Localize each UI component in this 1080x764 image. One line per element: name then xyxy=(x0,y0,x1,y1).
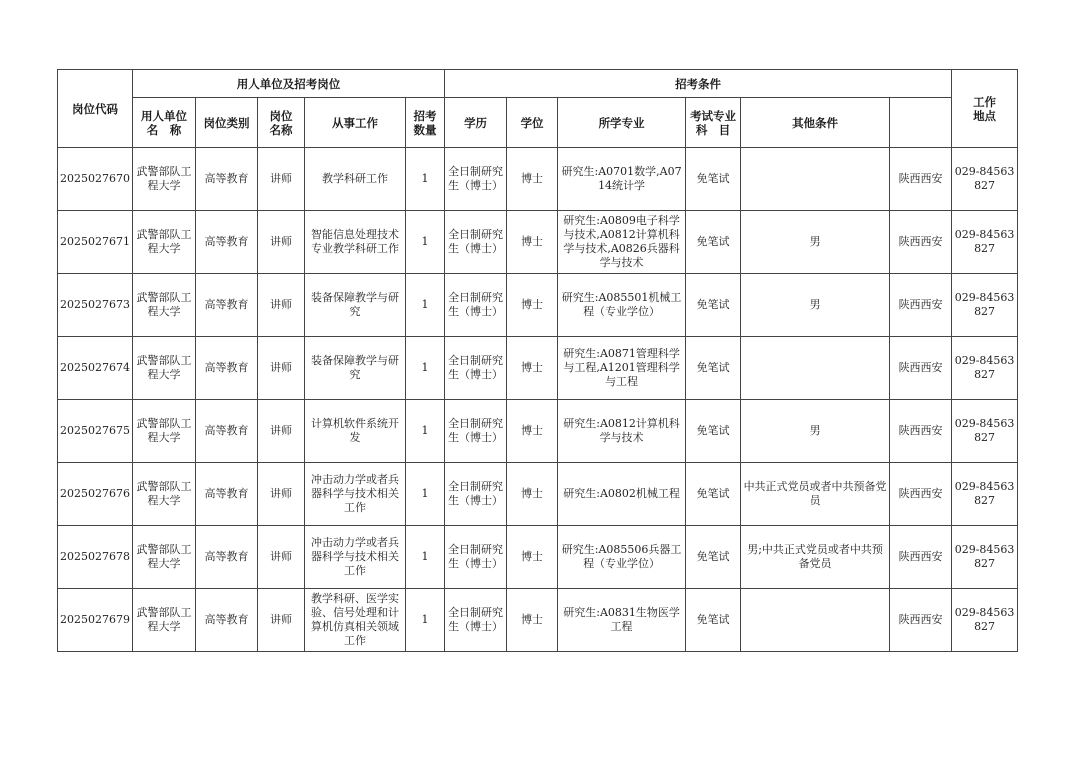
cell-name: 讲师 xyxy=(258,463,305,526)
cell-exam: 免笔试 xyxy=(686,148,741,211)
cell-work: 教学科研、医学实验、信号处理和计算机仿真相关领域工作 xyxy=(305,589,406,652)
cell-work: 冲击动力学或者兵器科学与技术相关工作 xyxy=(305,526,406,589)
cell-exam: 免笔试 xyxy=(686,400,741,463)
cell-major: 研究生:A0701数学,A0714统计学 xyxy=(558,148,686,211)
cell-name: 讲师 xyxy=(258,337,305,400)
cell-location: 陕西西安 xyxy=(890,211,952,274)
cell-location: 陕西西安 xyxy=(890,337,952,400)
cell-work: 冲击动力学或者兵器科学与技术相关工作 xyxy=(305,463,406,526)
cell-work: 智能信息处理技术专业教学科研工作 xyxy=(305,211,406,274)
cell-work: 教学科研工作 xyxy=(305,148,406,211)
cell-quota: 1 xyxy=(406,148,445,211)
cell-major: 研究生:A085501机械工程（专业学位） xyxy=(558,274,686,337)
header-work: 从事工作 xyxy=(305,98,406,148)
cell-type: 高等教育 xyxy=(196,400,258,463)
cell-major: 研究生:A0809电子科学与技术,A0812计算机科学与技术,A0826兵器科学与技术 xyxy=(558,211,686,274)
recruitment-table xyxy=(57,69,1018,652)
cell-quota: 1 xyxy=(406,211,445,274)
cell-code: 2025027673 xyxy=(58,274,133,337)
header-post-type: 岗位类别 xyxy=(196,98,258,148)
cell-quota: 1 xyxy=(406,526,445,589)
cell-phone: 029-84563827 xyxy=(952,526,1018,589)
cell-education: 全日制研究生（博士） xyxy=(445,211,507,274)
cell-quota: 1 xyxy=(406,400,445,463)
cell-other xyxy=(741,337,890,400)
cell-type: 高等教育 xyxy=(196,589,258,652)
cell-code: 2025027671 xyxy=(58,211,133,274)
cell-code: 2025027676 xyxy=(58,463,133,526)
cell-phone: 029-84563827 xyxy=(952,400,1018,463)
header-education: 学历 xyxy=(445,98,507,148)
cell-education: 全日制研究生（博士） xyxy=(445,274,507,337)
cell-type: 高等教育 xyxy=(196,463,258,526)
cell-name: 讲师 xyxy=(258,526,305,589)
cell-code: 2025027679 xyxy=(58,589,133,652)
cell-type: 高等教育 xyxy=(196,526,258,589)
cell-code: 2025027675 xyxy=(58,400,133,463)
cell-major: 研究生:A0831生物医学工程 xyxy=(558,589,686,652)
cell-other: 男 xyxy=(741,274,890,337)
cell-phone: 029-84563827 xyxy=(952,274,1018,337)
cell-other: 男 xyxy=(741,400,890,463)
cell-location: 陕西西安 xyxy=(890,274,952,337)
header-code: 岗位代码 xyxy=(58,70,133,148)
cell-phone: 029-84563827 xyxy=(952,463,1018,526)
cell-unit: 武警部队工程大学 xyxy=(133,589,196,652)
header-group-conditions: 招考条件 xyxy=(445,70,952,98)
cell-phone: 029-84563827 xyxy=(952,211,1018,274)
cell-degree: 博士 xyxy=(507,463,558,526)
cell-degree: 博士 xyxy=(507,337,558,400)
cell-type: 高等教育 xyxy=(196,211,258,274)
cell-type: 高等教育 xyxy=(196,337,258,400)
cell-other: 男;中共正式党员或者中共预备党员 xyxy=(741,526,890,589)
cell-quota: 1 xyxy=(406,463,445,526)
cell-exam: 免笔试 xyxy=(686,463,741,526)
cell-type: 高等教育 xyxy=(196,148,258,211)
header-major: 所学专业 xyxy=(558,98,686,148)
cell-education: 全日制研究生（博士） xyxy=(445,148,507,211)
cell-work: 计算机软件系统开发 xyxy=(305,400,406,463)
cell-exam: 免笔试 xyxy=(686,337,741,400)
cell-degree: 博士 xyxy=(507,526,558,589)
cell-degree: 博士 xyxy=(507,148,558,211)
cell-unit: 武警部队工程大学 xyxy=(133,148,196,211)
cell-other xyxy=(741,148,890,211)
header-other: 其他条件 xyxy=(741,98,890,148)
cell-exam: 免笔试 xyxy=(686,274,741,337)
cell-education: 全日制研究生（博士） xyxy=(445,400,507,463)
cell-work: 装备保障教学与研究 xyxy=(305,337,406,400)
cell-quota: 1 xyxy=(406,337,445,400)
cell-education: 全日制研究生（博士） xyxy=(445,526,507,589)
cell-name: 讲师 xyxy=(258,211,305,274)
cell-other: 男 xyxy=(741,211,890,274)
cell-name: 讲师 xyxy=(258,589,305,652)
cell-name: 讲师 xyxy=(258,148,305,211)
cell-other: 中共正式党员或者中共预备党员 xyxy=(741,463,890,526)
cell-location: 陕西西安 xyxy=(890,526,952,589)
header-quota: 招考 数量 xyxy=(406,98,445,148)
cell-major: 研究生:A0802机械工程 xyxy=(558,463,686,526)
cell-exam: 免笔试 xyxy=(686,211,741,274)
cell-work: 装备保障教学与研究 xyxy=(305,274,406,337)
cell-degree: 博士 xyxy=(507,211,558,274)
cell-location: 陕西西安 xyxy=(890,463,952,526)
table-row xyxy=(58,400,1018,463)
header-location: 工作 地点 xyxy=(952,70,1018,148)
table-row xyxy=(58,148,1018,211)
cell-unit: 武警部队工程大学 xyxy=(133,400,196,463)
header-unit-name: 用人单位 名 称 xyxy=(133,98,196,148)
cell-name: 讲师 xyxy=(258,400,305,463)
table-header xyxy=(58,70,1018,148)
header-exam: 考试专业 科 目 xyxy=(686,98,741,148)
cell-unit: 武警部队工程大学 xyxy=(133,274,196,337)
header-post-name: 岗位 名称 xyxy=(258,98,305,148)
table-row xyxy=(58,463,1018,526)
table-row xyxy=(58,589,1018,652)
cell-code: 2025027670 xyxy=(58,148,133,211)
cell-other xyxy=(741,589,890,652)
cell-unit: 武警部队工程大学 xyxy=(133,526,196,589)
cell-unit: 武警部队工程大学 xyxy=(133,463,196,526)
cell-degree: 博士 xyxy=(507,274,558,337)
cell-major: 研究生:A0812计算机科学与技术 xyxy=(558,400,686,463)
cell-type: 高等教育 xyxy=(196,274,258,337)
cell-education: 全日制研究生（博士） xyxy=(445,463,507,526)
cell-exam: 免笔试 xyxy=(686,526,741,589)
cell-education: 全日制研究生（博士） xyxy=(445,337,507,400)
cell-unit: 武警部队工程大学 xyxy=(133,337,196,400)
cell-quota: 1 xyxy=(406,589,445,652)
cell-major: 研究生:A085506兵器工程（专业学位） xyxy=(558,526,686,589)
table-row xyxy=(58,526,1018,589)
cell-major: 研究生:A0871管理科学与工程,A1201管理科学与工程 xyxy=(558,337,686,400)
cell-unit: 武警部队工程大学 xyxy=(133,211,196,274)
cell-phone: 029-84563827 xyxy=(952,148,1018,211)
cell-phone: 029-84563827 xyxy=(952,589,1018,652)
cell-exam: 免笔试 xyxy=(686,589,741,652)
cell-code: 2025027678 xyxy=(58,526,133,589)
cell-phone: 029-84563827 xyxy=(952,337,1018,400)
cell-location: 陕西西安 xyxy=(890,148,952,211)
table-body xyxy=(58,148,1018,652)
table-row xyxy=(58,337,1018,400)
cell-location: 陕西西安 xyxy=(890,589,952,652)
cell-location: 陕西西安 xyxy=(890,400,952,463)
cell-quota: 1 xyxy=(406,274,445,337)
table-row xyxy=(58,211,1018,274)
table-row xyxy=(58,274,1018,337)
cell-code: 2025027674 xyxy=(58,337,133,400)
cell-name: 讲师 xyxy=(258,274,305,337)
cell-degree: 博士 xyxy=(507,400,558,463)
cell-degree: 博士 xyxy=(507,589,558,652)
cell-education: 全日制研究生（博士） xyxy=(445,589,507,652)
header-degree: 学位 xyxy=(507,98,558,148)
header-group-unit: 用人单位及招考岗位 xyxy=(133,70,445,98)
